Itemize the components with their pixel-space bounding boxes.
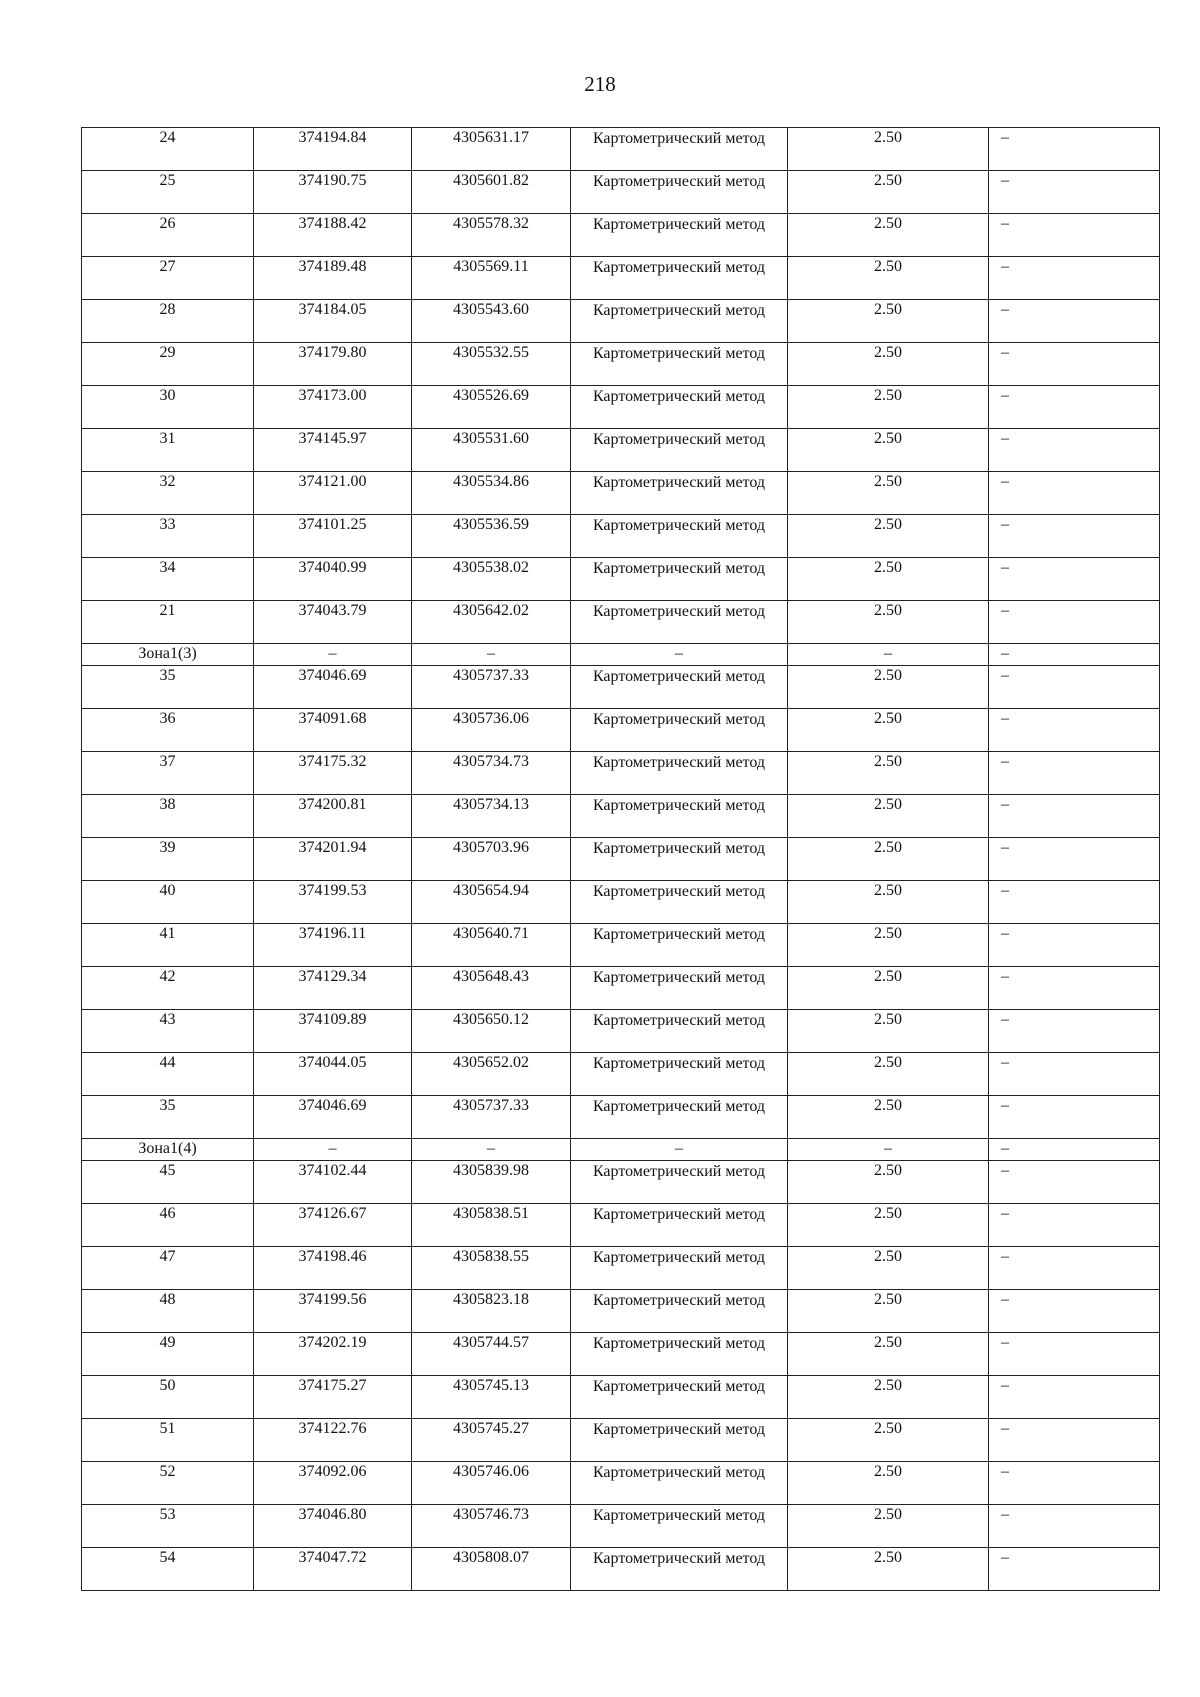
- method-cell: –: [571, 1139, 788, 1161]
- point-number-cell: 46: [82, 1204, 254, 1247]
- y-coordinate-cell: 4305631.17: [412, 128, 571, 171]
- x-coordinate-cell: 374101.25: [254, 515, 412, 558]
- table-row: [82, 515, 1160, 558]
- note-cell: –: [989, 558, 1160, 601]
- accuracy-cell: 2.50: [788, 1161, 989, 1204]
- x-coordinate-cell: 374190.75: [254, 171, 412, 214]
- note-cell: –: [989, 1247, 1160, 1290]
- note-cell: –: [989, 752, 1160, 795]
- method-cell: –: [571, 644, 788, 666]
- y-coordinate-cell: 4305746.73: [412, 1505, 571, 1548]
- y-coordinate-cell: 4305838.55: [412, 1247, 571, 1290]
- accuracy-cell: –: [788, 1139, 989, 1161]
- note-cell: –: [989, 1139, 1160, 1161]
- x-coordinate-cell: 374145.97: [254, 429, 412, 472]
- accuracy-cell: 2.50: [788, 752, 989, 795]
- note-cell: –: [989, 257, 1160, 300]
- table-row: [82, 343, 1160, 386]
- point-number-cell: 41: [82, 924, 254, 967]
- note-cell: –: [989, 300, 1160, 343]
- note-cell: –: [989, 1053, 1160, 1096]
- note-cell: –: [989, 881, 1160, 924]
- x-coordinate-cell: 374109.89: [254, 1010, 412, 1053]
- accuracy-cell: 2.50: [788, 1290, 989, 1333]
- note-cell: –: [989, 171, 1160, 214]
- method-cell: Картометрический метод: [571, 1096, 788, 1139]
- point-number-cell: 30: [82, 386, 254, 429]
- point-number-cell: 29: [82, 343, 254, 386]
- method-cell: Картометрический метод: [571, 472, 788, 515]
- point-number-cell: 36: [82, 709, 254, 752]
- accuracy-cell: 2.50: [788, 1333, 989, 1376]
- note-cell: –: [989, 1548, 1160, 1591]
- table-row: [82, 1333, 1160, 1376]
- method-cell: Картометрический метод: [571, 795, 788, 838]
- accuracy-cell: 2.50: [788, 1247, 989, 1290]
- accuracy-cell: 2.50: [788, 1505, 989, 1548]
- note-cell: –: [989, 1096, 1160, 1139]
- note-cell: –: [989, 924, 1160, 967]
- point-number-cell: 44: [82, 1053, 254, 1096]
- accuracy-cell: 2.50: [788, 1010, 989, 1053]
- point-number-cell: 34: [82, 558, 254, 601]
- coordinates-table: [81, 127, 1160, 1591]
- note-cell: –: [989, 1010, 1160, 1053]
- point-number-cell: 54: [82, 1548, 254, 1591]
- method-cell: Картометрический метод: [571, 257, 788, 300]
- note-cell: –: [989, 1419, 1160, 1462]
- accuracy-cell: 2.50: [788, 795, 989, 838]
- note-cell: –: [989, 601, 1160, 644]
- point-number-cell: 37: [82, 752, 254, 795]
- y-coordinate-cell: 4305650.12: [412, 1010, 571, 1053]
- x-coordinate-cell: 374202.19: [254, 1333, 412, 1376]
- y-coordinate-cell: 4305736.06: [412, 709, 571, 752]
- method-cell: Картометрический метод: [571, 1290, 788, 1333]
- table-row: [82, 1462, 1160, 1505]
- y-coordinate-cell: 4305526.69: [412, 386, 571, 429]
- method-cell: Картометрический метод: [571, 1204, 788, 1247]
- x-coordinate-cell: 374046.69: [254, 666, 412, 709]
- x-coordinate-cell: 374175.27: [254, 1376, 412, 1419]
- x-coordinate-cell: 374121.00: [254, 472, 412, 515]
- x-coordinate-cell: 374043.79: [254, 601, 412, 644]
- page-number: 218: [584, 72, 616, 96]
- x-coordinate-cell: 374184.05: [254, 300, 412, 343]
- note-cell: –: [989, 214, 1160, 257]
- table-row: [82, 1290, 1160, 1333]
- y-coordinate-cell: 4305534.86: [412, 472, 571, 515]
- method-cell: Картометрический метод: [571, 1333, 788, 1376]
- x-coordinate-cell: –: [254, 1139, 412, 1161]
- method-cell: Картометрический метод: [571, 515, 788, 558]
- table-row: [82, 709, 1160, 752]
- point-number-cell: 45: [82, 1161, 254, 1204]
- y-coordinate-cell: 4305569.11: [412, 257, 571, 300]
- table-row: [82, 838, 1160, 881]
- point-number-cell: 33: [82, 515, 254, 558]
- y-coordinate-cell: 4305823.18: [412, 1290, 571, 1333]
- point-number-cell: 47: [82, 1247, 254, 1290]
- point-number-cell: 40: [82, 881, 254, 924]
- y-coordinate-cell: 4305531.60: [412, 429, 571, 472]
- x-coordinate-cell: 374188.42: [254, 214, 412, 257]
- accuracy-cell: 2.50: [788, 1419, 989, 1462]
- method-cell: Картометрический метод: [571, 214, 788, 257]
- accuracy-cell: 2.50: [788, 1548, 989, 1591]
- y-coordinate-cell: 4305744.57: [412, 1333, 571, 1376]
- y-coordinate-cell: 4305642.02: [412, 601, 571, 644]
- note-cell: –: [989, 515, 1160, 558]
- y-coordinate-cell: 4305737.33: [412, 666, 571, 709]
- x-coordinate-cell: 374179.80: [254, 343, 412, 386]
- accuracy-cell: 2.50: [788, 515, 989, 558]
- x-coordinate-cell: 374129.34: [254, 967, 412, 1010]
- point-number-cell: 21: [82, 601, 254, 644]
- x-coordinate-cell: 374199.53: [254, 881, 412, 924]
- note-cell: –: [989, 1161, 1160, 1204]
- point-number-cell: 25: [82, 171, 254, 214]
- note-cell: –: [989, 709, 1160, 752]
- point-number-cell: 32: [82, 472, 254, 515]
- accuracy-cell: 2.50: [788, 1204, 989, 1247]
- x-coordinate-cell: 374044.05: [254, 1053, 412, 1096]
- accuracy-cell: 2.50: [788, 601, 989, 644]
- point-number-cell: 31: [82, 429, 254, 472]
- y-coordinate-cell: 4305578.32: [412, 214, 571, 257]
- y-coordinate-cell: –: [412, 644, 571, 666]
- accuracy-cell: 2.50: [788, 967, 989, 1010]
- table-row: [82, 257, 1160, 300]
- table-row: [82, 300, 1160, 343]
- table-row: [82, 752, 1160, 795]
- accuracy-cell: 2.50: [788, 666, 989, 709]
- accuracy-cell: 2.50: [788, 1096, 989, 1139]
- x-coordinate-cell: 374173.00: [254, 386, 412, 429]
- point-number-cell: 26: [82, 214, 254, 257]
- point-number-cell: Зона1(4): [82, 1139, 254, 1161]
- note-cell: –: [989, 343, 1160, 386]
- y-coordinate-cell: 4305543.60: [412, 300, 571, 343]
- coordinates-table-body: [82, 128, 1160, 1591]
- y-coordinate-cell: 4305648.43: [412, 967, 571, 1010]
- x-coordinate-cell: 374046.69: [254, 1096, 412, 1139]
- point-number-cell: 24: [82, 128, 254, 171]
- method-cell: Картометрический метод: [571, 1505, 788, 1548]
- x-coordinate-cell: 374126.67: [254, 1204, 412, 1247]
- table-row: [82, 472, 1160, 515]
- method-cell: Картометрический метод: [571, 1161, 788, 1204]
- accuracy-cell: 2.50: [788, 709, 989, 752]
- accuracy-cell: 2.50: [788, 558, 989, 601]
- table-row: [82, 795, 1160, 838]
- table-row: [82, 214, 1160, 257]
- note-cell: –: [989, 386, 1160, 429]
- x-coordinate-cell: 374091.68: [254, 709, 412, 752]
- y-coordinate-cell: 4305838.51: [412, 1204, 571, 1247]
- y-coordinate-cell: 4305536.59: [412, 515, 571, 558]
- table-row: [82, 171, 1160, 214]
- accuracy-cell: 2.50: [788, 343, 989, 386]
- method-cell: Картометрический метод: [571, 429, 788, 472]
- note-cell: –: [989, 1290, 1160, 1333]
- zone-header-row: [82, 1139, 1160, 1161]
- point-number-cell: 38: [82, 795, 254, 838]
- table-row: [82, 1247, 1160, 1290]
- note-cell: –: [989, 128, 1160, 171]
- table-row: [82, 1376, 1160, 1419]
- method-cell: Картометрический метод: [571, 1376, 788, 1419]
- y-coordinate-cell: 4305734.13: [412, 795, 571, 838]
- point-number-cell: 39: [82, 838, 254, 881]
- accuracy-cell: 2.50: [788, 838, 989, 881]
- table-row: [82, 601, 1160, 644]
- method-cell: Картометрический метод: [571, 1419, 788, 1462]
- y-coordinate-cell: 4305745.13: [412, 1376, 571, 1419]
- method-cell: Картометрический метод: [571, 300, 788, 343]
- table-row: [82, 924, 1160, 967]
- x-coordinate-cell: 374092.06: [254, 1462, 412, 1505]
- y-coordinate-cell: 4305839.98: [412, 1161, 571, 1204]
- accuracy-cell: 2.50: [788, 300, 989, 343]
- y-coordinate-cell: 4305654.94: [412, 881, 571, 924]
- table-row: [82, 967, 1160, 1010]
- note-cell: –: [989, 666, 1160, 709]
- note-cell: –: [989, 472, 1160, 515]
- note-cell: –: [989, 1376, 1160, 1419]
- y-coordinate-cell: 4305745.27: [412, 1419, 571, 1462]
- method-cell: Картометрический метод: [571, 386, 788, 429]
- x-coordinate-cell: 374189.48: [254, 257, 412, 300]
- point-number-cell: 43: [82, 1010, 254, 1053]
- point-number-cell: 48: [82, 1290, 254, 1333]
- method-cell: Картометрический метод: [571, 1462, 788, 1505]
- accuracy-cell: 2.50: [788, 924, 989, 967]
- y-coordinate-cell: 4305734.73: [412, 752, 571, 795]
- point-number-cell: 49: [82, 1333, 254, 1376]
- point-number-cell: 52: [82, 1462, 254, 1505]
- table-row: [82, 1419, 1160, 1462]
- point-number-cell: 35: [82, 1096, 254, 1139]
- accuracy-cell: 2.50: [788, 171, 989, 214]
- y-coordinate-cell: –: [412, 1139, 571, 1161]
- x-coordinate-cell: 374196.11: [254, 924, 412, 967]
- method-cell: Картометрический метод: [571, 558, 788, 601]
- point-number-cell: 28: [82, 300, 254, 343]
- y-coordinate-cell: 4305746.06: [412, 1462, 571, 1505]
- point-number-cell: 27: [82, 257, 254, 300]
- x-coordinate-cell: 374047.72: [254, 1548, 412, 1591]
- x-coordinate-cell: 374201.94: [254, 838, 412, 881]
- accuracy-cell: 2.50: [788, 1376, 989, 1419]
- table-row: [82, 558, 1160, 601]
- x-coordinate-cell: 374199.56: [254, 1290, 412, 1333]
- point-number-cell: 42: [82, 967, 254, 1010]
- method-cell: Картометрический метод: [571, 709, 788, 752]
- note-cell: –: [989, 429, 1160, 472]
- zone-header-row: [82, 644, 1160, 666]
- point-number-cell: 53: [82, 1505, 254, 1548]
- y-coordinate-cell: 4305737.33: [412, 1096, 571, 1139]
- point-number-cell: 35: [82, 666, 254, 709]
- note-cell: –: [989, 795, 1160, 838]
- accuracy-cell: 2.50: [788, 1462, 989, 1505]
- accuracy-cell: 2.50: [788, 429, 989, 472]
- x-coordinate-cell: 374040.99: [254, 558, 412, 601]
- table-row: [82, 429, 1160, 472]
- table-row: [82, 1505, 1160, 1548]
- table-row: [82, 666, 1160, 709]
- x-coordinate-cell: 374175.32: [254, 752, 412, 795]
- table-row: [82, 1096, 1160, 1139]
- accuracy-cell: 2.50: [788, 257, 989, 300]
- method-cell: Картометрический метод: [571, 752, 788, 795]
- table-row: [82, 1161, 1160, 1204]
- point-number-cell: 50: [82, 1376, 254, 1419]
- method-cell: Картометрический метод: [571, 601, 788, 644]
- table-row: [82, 881, 1160, 924]
- method-cell: Картометрический метод: [571, 1053, 788, 1096]
- method-cell: Картометрический метод: [571, 343, 788, 386]
- y-coordinate-cell: 4305703.96: [412, 838, 571, 881]
- method-cell: Картометрический метод: [571, 881, 788, 924]
- note-cell: –: [989, 644, 1160, 666]
- method-cell: Картометрический метод: [571, 924, 788, 967]
- accuracy-cell: –: [788, 644, 989, 666]
- table-row: [82, 1010, 1160, 1053]
- method-cell: Картометрический метод: [571, 838, 788, 881]
- y-coordinate-cell: 4305808.07: [412, 1548, 571, 1591]
- y-coordinate-cell: 4305601.82: [412, 171, 571, 214]
- note-cell: –: [989, 1462, 1160, 1505]
- accuracy-cell: 2.50: [788, 472, 989, 515]
- method-cell: Картометрический метод: [571, 1247, 788, 1290]
- accuracy-cell: 2.50: [788, 386, 989, 429]
- method-cell: Картометрический метод: [571, 1548, 788, 1591]
- method-cell: Картометрический метод: [571, 967, 788, 1010]
- note-cell: –: [989, 838, 1160, 881]
- table-row: [82, 128, 1160, 171]
- x-coordinate-cell: 374198.46: [254, 1247, 412, 1290]
- accuracy-cell: 2.50: [788, 1053, 989, 1096]
- method-cell: Картометрический метод: [571, 128, 788, 171]
- y-coordinate-cell: 4305532.55: [412, 343, 571, 386]
- table-row: [82, 1204, 1160, 1247]
- x-coordinate-cell: 374122.76: [254, 1419, 412, 1462]
- x-coordinate-cell: 374194.84: [254, 128, 412, 171]
- y-coordinate-cell: 4305652.02: [412, 1053, 571, 1096]
- accuracy-cell: 2.50: [788, 128, 989, 171]
- method-cell: Картометрический метод: [571, 666, 788, 709]
- note-cell: –: [989, 1333, 1160, 1376]
- table-row: [82, 1548, 1160, 1591]
- note-cell: –: [989, 1505, 1160, 1548]
- x-coordinate-cell: 374200.81: [254, 795, 412, 838]
- method-cell: Картометрический метод: [571, 1010, 788, 1053]
- note-cell: –: [989, 967, 1160, 1010]
- method-cell: Картометрический метод: [571, 171, 788, 214]
- x-coordinate-cell: 374102.44: [254, 1161, 412, 1204]
- x-coordinate-cell: –: [254, 644, 412, 666]
- point-number-cell: 51: [82, 1419, 254, 1462]
- note-cell: –: [989, 1204, 1160, 1247]
- y-coordinate-cell: 4305640.71: [412, 924, 571, 967]
- accuracy-cell: 2.50: [788, 881, 989, 924]
- point-number-cell: Зона1(3): [82, 644, 254, 666]
- accuracy-cell: 2.50: [788, 214, 989, 257]
- table-row: [82, 386, 1160, 429]
- table-row: [82, 1053, 1160, 1096]
- x-coordinate-cell: 374046.80: [254, 1505, 412, 1548]
- y-coordinate-cell: 4305538.02: [412, 558, 571, 601]
